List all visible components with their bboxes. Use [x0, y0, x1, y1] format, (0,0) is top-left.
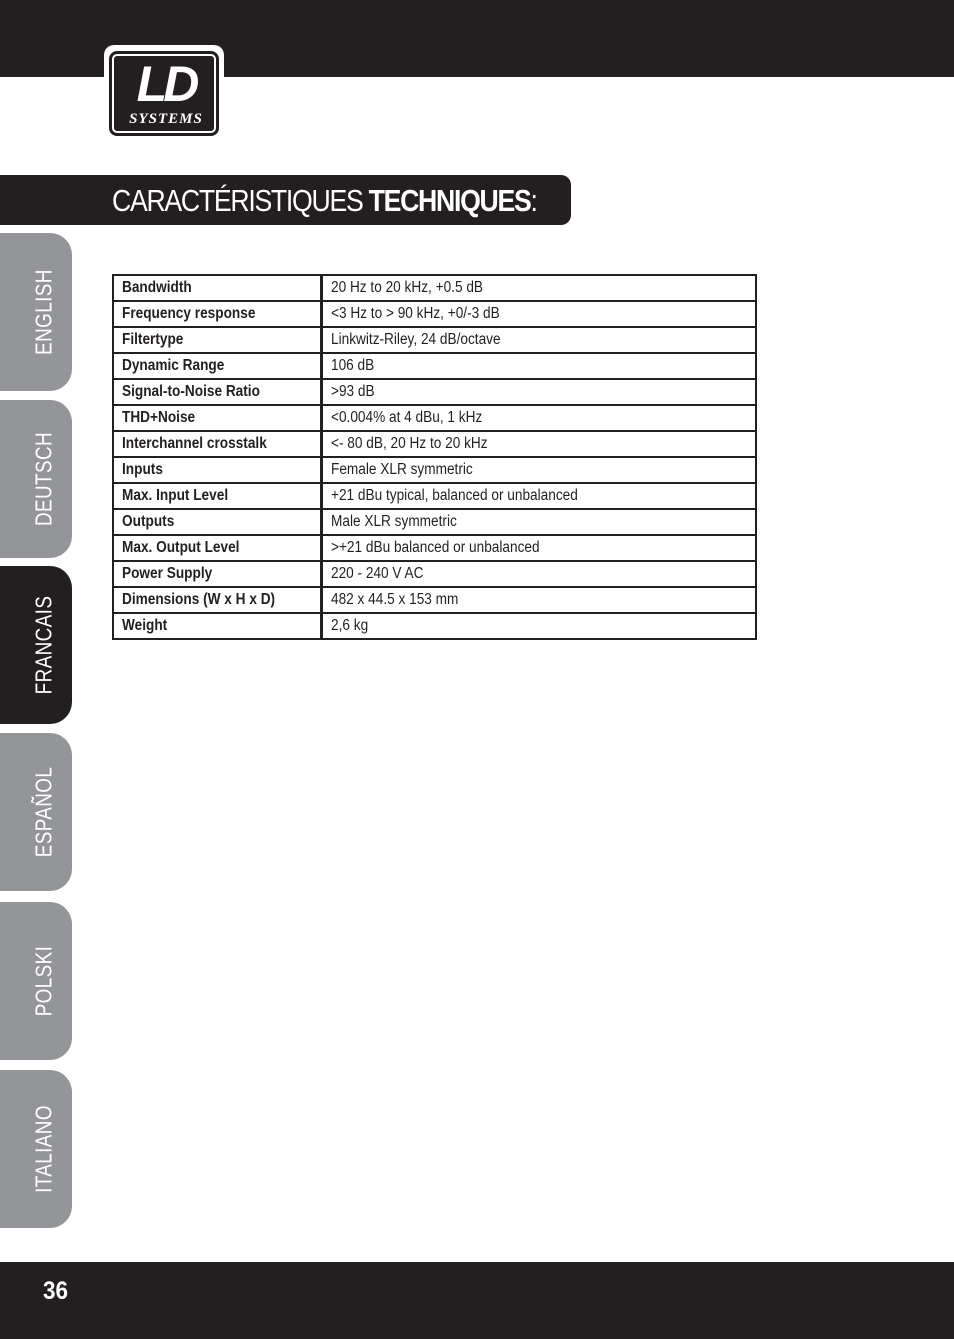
table-row	[113, 535, 756, 561]
ld-systems-logo	[104, 45, 224, 141]
spec-key: Outputs	[113, 509, 321, 535]
spec-value: +21 dBu typical, balanced or unbalanced	[321, 483, 756, 509]
tab-espanol[interactable]	[0, 733, 72, 891]
spec-value: 482 x 44.5 x 153 mm	[321, 587, 756, 613]
spec-value: Female XLR symmetric	[321, 457, 756, 483]
spec-value: >93 dB	[321, 379, 756, 405]
spec-key: Bandwidth	[113, 275, 321, 301]
table-row	[113, 275, 756, 301]
tab-label: POLSKI	[30, 945, 57, 1017]
spec-key: Max. Input Level	[113, 483, 321, 509]
table-row	[113, 405, 756, 431]
spec-value: Male XLR symmetric	[321, 509, 756, 535]
tab-francais[interactable]	[0, 566, 72, 724]
table-row	[113, 379, 756, 405]
spec-value: 220 - 240 V AC	[321, 561, 756, 587]
page-title-light: CARACTÉRISTIQUES	[112, 183, 363, 218]
table-row	[113, 509, 756, 535]
table-row	[113, 561, 756, 587]
table-row	[113, 587, 756, 613]
table-row	[113, 483, 756, 509]
table-row	[113, 327, 756, 353]
spec-key: THD+Noise	[113, 405, 321, 431]
tab-english[interactable]	[0, 233, 72, 391]
spec-key: Max. Output Level	[113, 535, 321, 561]
page-title-bold: TECHNIQUES	[368, 183, 531, 218]
tab-label: ESPAÑOL	[30, 766, 57, 858]
table-row	[113, 613, 756, 639]
spec-value: <- 80 dB, 20 Hz to 20 kHz	[321, 431, 756, 457]
page-title	[112, 180, 537, 222]
spec-key: Weight	[113, 613, 321, 639]
logo-sub-text: SYSTEMS	[129, 111, 203, 127]
spec-key: Interchannel crosstalk	[113, 431, 321, 457]
tab-label: ITALIANO	[30, 1105, 57, 1193]
spec-value: 106 dB	[321, 353, 756, 379]
logo-main-text: LD	[136, 56, 196, 112]
page-title-colon: :	[530, 183, 537, 218]
spec-key: Power Supply	[113, 561, 321, 587]
table-row	[113, 431, 756, 457]
table-row	[113, 457, 756, 483]
table-row	[113, 353, 756, 379]
tab-label: DEUTSCH	[30, 431, 57, 527]
specifications-table	[112, 274, 757, 640]
spec-key: Dynamic Range	[113, 353, 321, 379]
page-number: 36	[43, 1277, 69, 1305]
spec-value: 2,6 kg	[321, 613, 756, 639]
spec-value: 20 Hz to 20 kHz, +0.5 dB	[321, 275, 756, 301]
tab-deutsch[interactable]	[0, 400, 72, 558]
spec-key: Dimensions (W x H x D)	[113, 587, 321, 613]
spec-value: >+21 dBu balanced or unbalanced	[321, 535, 756, 561]
tab-label: ENGLISH	[30, 269, 57, 355]
table-row	[113, 301, 756, 327]
spec-key: Filtertype	[113, 327, 321, 353]
spec-value: <0.004% at 4 dBu, 1 kHz	[321, 405, 756, 431]
spec-key: Frequency response	[113, 301, 321, 327]
footer-bar	[0, 1262, 954, 1339]
logo-badge	[109, 51, 219, 136]
tab-polski[interactable]	[0, 902, 72, 1060]
spec-key: Signal-to-Noise Ratio	[113, 379, 321, 405]
tab-label: FRANCAIS	[30, 595, 57, 695]
spec-value: <3 Hz to > 90 kHz, +0/-3 dB	[321, 301, 756, 327]
tab-italiano[interactable]	[0, 1070, 72, 1228]
spec-value: Linkwitz-Riley, 24 dB/octave	[321, 327, 756, 353]
spec-key: Inputs	[113, 457, 321, 483]
